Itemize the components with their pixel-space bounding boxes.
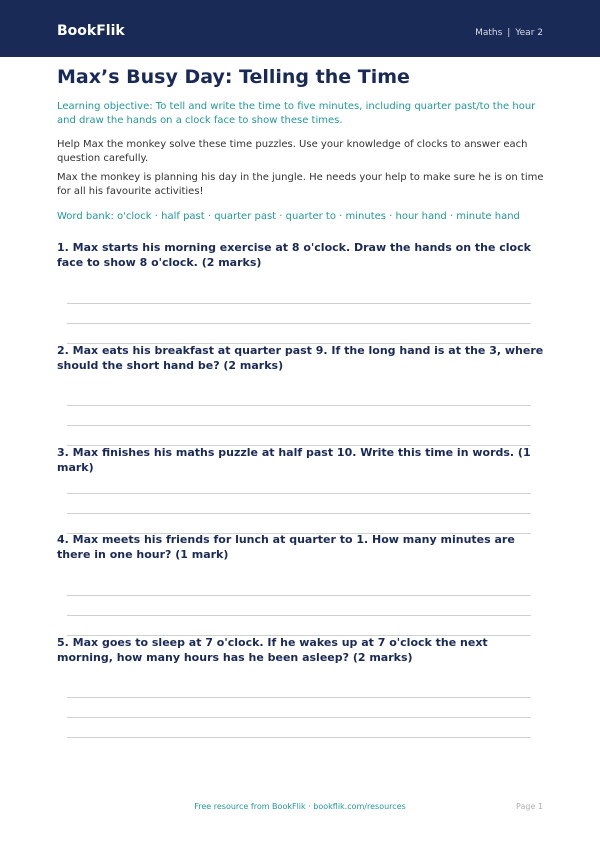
subject-label: Maths	[475, 28, 503, 38]
breadcrumb	[475, 28, 543, 38]
page-number: Page 1	[516, 802, 543, 811]
footer-credit[interactable]: Free resource from BookFlik · bookflik.com/resources	[194, 802, 406, 811]
answer-line[interactable]	[67, 303, 531, 304]
learning-objective: Learning objective: To tell and write the time to five minutes, including quarter past/to the hour and draw the hands on a clock face to show these times.	[57, 101, 536, 126]
answer-line[interactable]	[67, 615, 531, 616]
header-bar	[0, 0, 600, 57]
answer-line[interactable]	[67, 737, 531, 738]
question-1: 1. Max starts his morning exercise at 8 o'clock. Draw the hands on the clock face to show 8 o'clock. (2 marks)	[57, 241, 531, 269]
question-5: 5. Max goes to sleep at 7 o'clock. If he wakes up at 7 o'clock the next morning, how many hours has he been asleep? (2 marks)	[57, 636, 488, 664]
question-2: 2. Max eats his breakfast at quarter past 9. If the long hand is at the 3, where should the short hand be? (2 marks)	[57, 344, 544, 372]
answer-line[interactable]	[67, 697, 531, 698]
answer-line[interactable]	[67, 405, 531, 406]
answer-line[interactable]	[67, 425, 531, 426]
intro-paragraph-1: Help Max the monkey solve these time puzzles. Use your knowledge of clocks to answer each question carefully.	[57, 139, 528, 164]
answer-line[interactable]	[67, 323, 531, 324]
question-4: 4. Max meets his friends for lunch at quarter to 1. How many minutes are there in one hour? (1 mark)	[57, 533, 515, 561]
breadcrumb-separator: |	[507, 28, 511, 38]
word-bank: Word bank: o'clock · half past · quarter past · quarter to · minutes · hour hand · minute hand	[57, 211, 520, 222]
question-3: 3. Max finishes his maths puzzle at half past 10. Write this time in words. (1 mark)	[57, 446, 531, 474]
intro-paragraph-2: Max the monkey is planning his day in the jungle. He needs your help to make sure he is on time for all his favourite activities!	[57, 172, 544, 197]
brand-logo[interactable]: BookFlik	[57, 23, 125, 39]
answer-line[interactable]	[67, 493, 531, 494]
answer-line[interactable]	[67, 595, 531, 596]
answer-line[interactable]	[67, 717, 531, 718]
page-title: Max’s Busy Day: Telling the Time	[57, 66, 410, 88]
answer-line[interactable]	[67, 513, 531, 514]
year-label: Year 2	[515, 28, 543, 38]
